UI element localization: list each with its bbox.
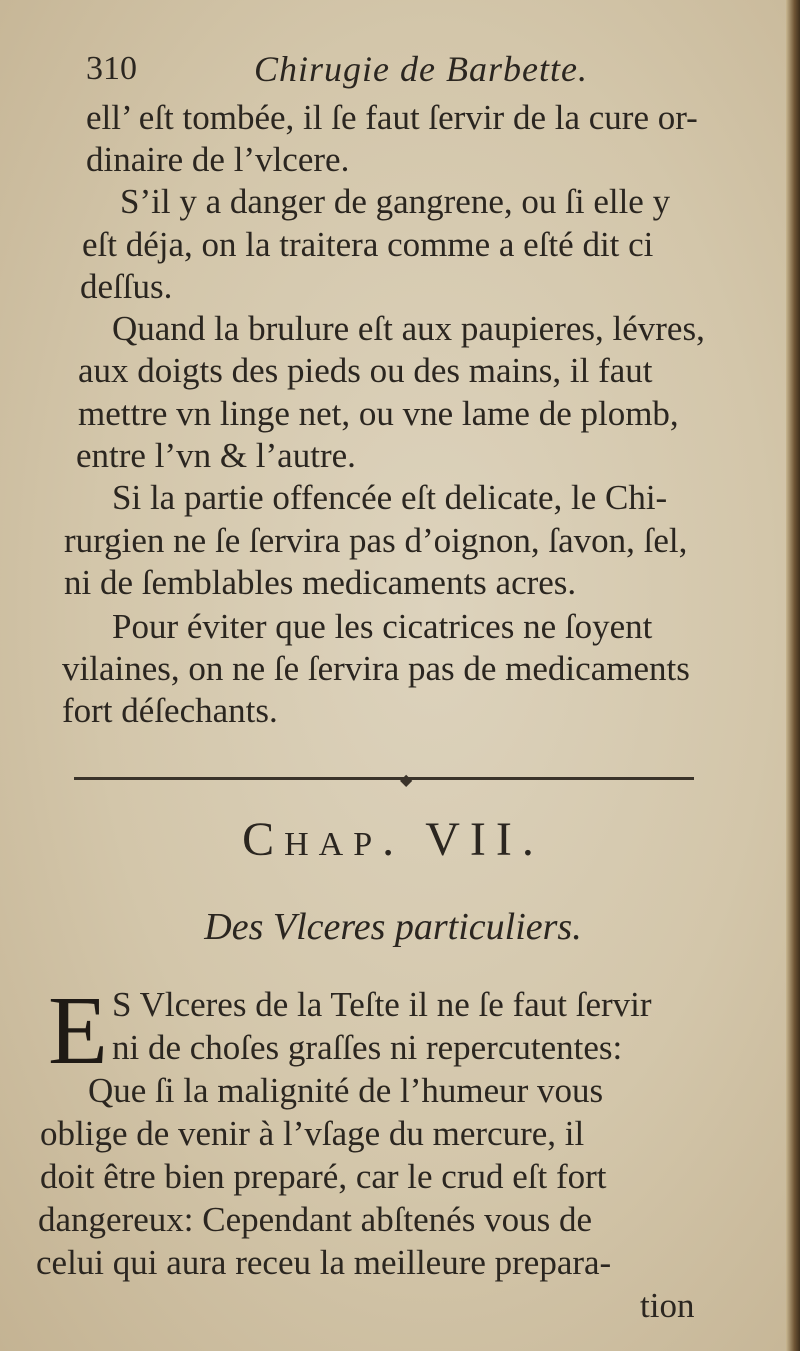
divider-ornament-icon: ◆ [400,770,413,789]
text-line: doit être bien preparé, car le crud eſt fort [40,1157,607,1196]
text-line: Que ſi la malignité de l’humeur vous [88,1071,604,1110]
text-line: S Vlceres de la Teſte il ne ſe faut ſervir [112,985,652,1024]
text-line: ni de ſemblables medicaments acres. [64,563,577,602]
text-line: ni de choſes graſſes ni repercutentes: [112,1028,623,1067]
text-line: Pour éviter que les cicatrices ne ſoyent [112,607,653,646]
section-divider [74,777,694,780]
text-line: mettre vn linge net, ou vne lame de plomb, [78,394,679,433]
text-line: dinaire de l’vlcere. [86,140,350,179]
text-line: Si la partie offencée eſt delicate, le Chi- [112,478,668,517]
text-line: aux doigts des pieds ou des mains, il faut [78,351,653,390]
text-line: deſſus. [80,267,173,306]
text-line: ell’ eſt tombée, il ſe faut ſervir de la cure or- [86,98,698,137]
text-line: dangereux: Cependant abſtenés vous de [38,1200,592,1239]
text-line: oblige de venir à l’vſage du mercure, il [40,1114,585,1153]
text-line: Quand la brulure eſt aux paupieres, lévres, [112,309,705,348]
text-line: fort déſechants. [62,691,278,730]
text-line: rurgien ne ſe ſervira pas d’oignon, ſavon, ſel, [64,521,688,560]
text-line: eſt déja, on la traitera comme a eſté dit ci [82,225,654,264]
text-line: S’il y a danger de gangrene, ou ſi elle y [120,182,671,221]
text-line: celui qui aura receu la meilleure prepara- [36,1243,612,1282]
text-line: entre l’vn & l’autre. [76,436,356,475]
book-spine-edge [786,0,800,1351]
running-title: Chirugie de Barbette. [254,49,588,89]
chapter-title: Chap. VII. [242,813,544,866]
drop-cap: E [48,977,108,1085]
page-number: 310 [86,50,137,87]
text-line: vilaines, on ne ſe ſervira pas de medicaments [62,649,690,688]
page-header [86,48,726,88]
chapter-subtitle: Des Vlceres particuliers. [204,906,582,948]
catchword: tion [640,1286,695,1325]
